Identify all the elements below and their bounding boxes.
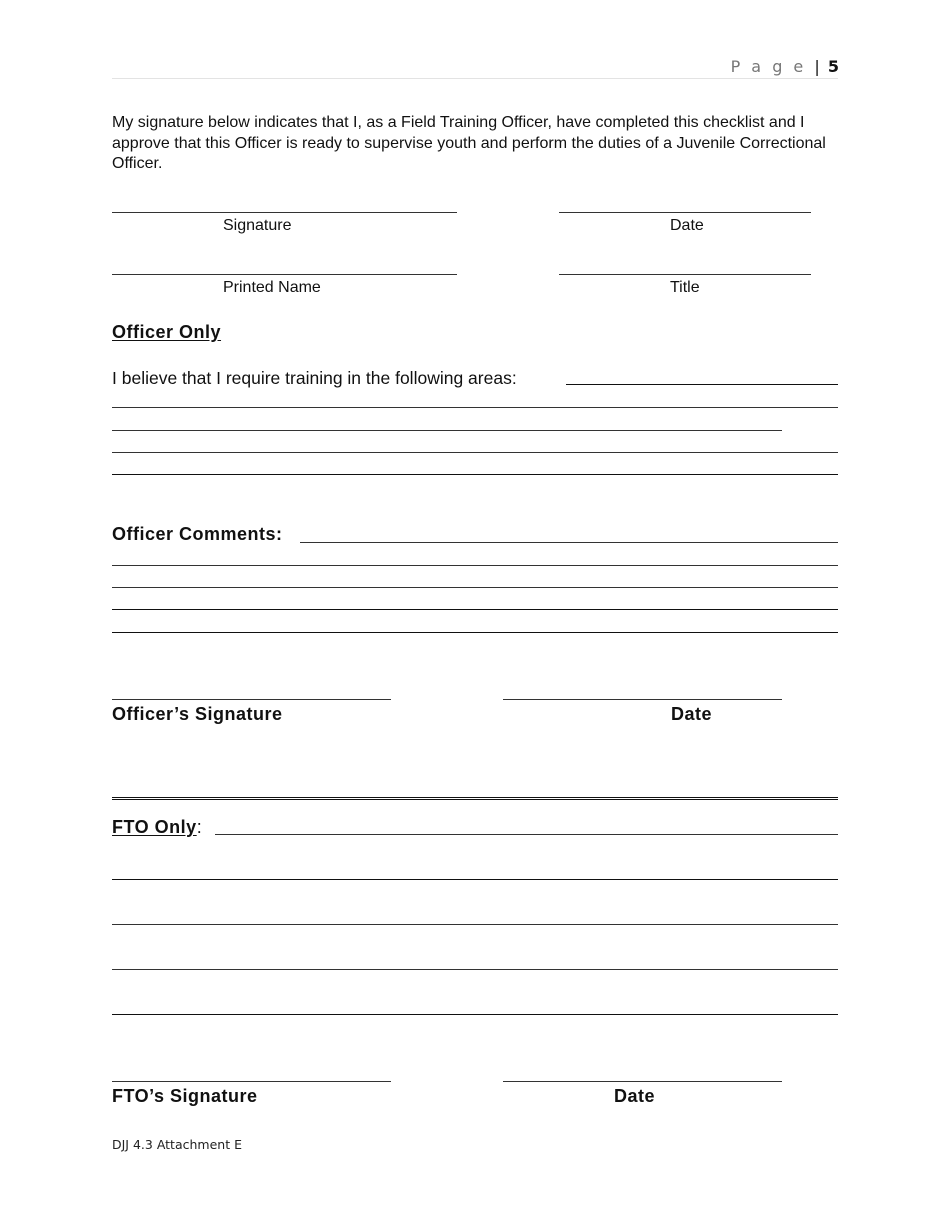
training-areas-line-1[interactable] — [566, 384, 838, 385]
date-label: Date — [670, 217, 704, 234]
comments-line-3[interactable] — [112, 587, 838, 588]
signature-line[interactable] — [112, 212, 457, 213]
fto-notes-line-2[interactable] — [112, 879, 838, 880]
fto-only-colon: : — [196, 817, 202, 837]
comments-line-5[interactable] — [112, 632, 838, 633]
officer-date-line[interactable] — [503, 699, 782, 700]
fto-notes-line-3[interactable] — [112, 924, 838, 925]
fto-date-label: Date — [614, 1086, 656, 1106]
comments-line-4[interactable] — [112, 609, 838, 610]
officer-signature-label: Officer’s Signature — [112, 704, 283, 724]
officer-only-heading: Officer Only — [112, 322, 222, 342]
fto-notes-line-1[interactable] — [215, 834, 838, 835]
fto-only-heading: FTO Only — [112, 817, 197, 837]
printed-name-line[interactable] — [112, 274, 457, 275]
certification-statement: My signature below indicates that I, as a Field Training Officer, have completed this checklist and I approve that this Officer is ready to supervise youth and perform the duties of a Juvenile Correctional Officer. — [112, 114, 826, 172]
fto-signature-label: FTO’s Signature — [112, 1086, 258, 1106]
signature-label: Signature — [223, 217, 292, 234]
training-prompt: I believe that I require training in the following areas: — [112, 368, 517, 388]
title-line[interactable] — [559, 274, 811, 275]
comments-line-2[interactable] — [112, 565, 838, 566]
page-number-header — [731, 57, 839, 76]
fto-notes-line-5[interactable] — [112, 1014, 838, 1015]
page-separator: | — [814, 57, 820, 76]
page-number: 5 — [827, 57, 839, 76]
date-line[interactable] — [559, 212, 811, 213]
fto-notes-line-4[interactable] — [112, 969, 838, 970]
footer-reference: DJJ 4.3 Attachment E — [112, 1137, 242, 1152]
page-label: P a g e — [730, 57, 807, 76]
title-label: Title — [670, 279, 700, 296]
section-divider — [112, 797, 838, 800]
fto-signature-line[interactable] — [112, 1081, 391, 1082]
officer-signature-line[interactable] — [112, 699, 391, 700]
training-areas-line-4[interactable] — [112, 452, 838, 453]
training-areas-line-3[interactable] — [112, 430, 782, 431]
comments-line-1[interactable] — [300, 542, 838, 543]
officer-date-label: Date — [671, 704, 713, 724]
printed-name-label: Printed Name — [223, 279, 321, 296]
training-areas-line-2[interactable] — [112, 407, 838, 408]
fto-only-heading-row — [112, 817, 202, 837]
fto-date-line[interactable] — [503, 1081, 782, 1082]
header-rule — [112, 78, 838, 79]
officer-comments-label: Officer Comments: — [112, 524, 283, 544]
training-areas-line-5[interactable] — [112, 474, 838, 475]
